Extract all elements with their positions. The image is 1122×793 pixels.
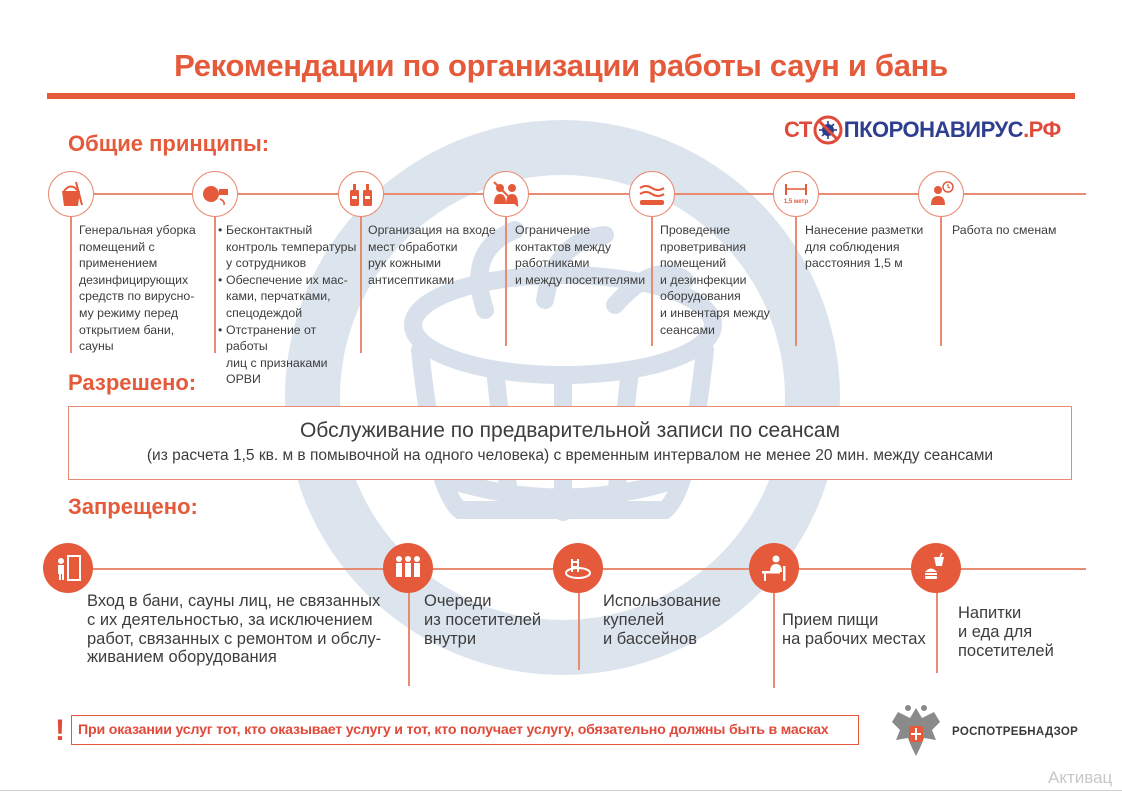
text-line: у сотрудников (226, 256, 307, 271)
text-line: • Бесконтактный (226, 223, 313, 237)
text-line: сауны (79, 339, 114, 354)
mask-warning-box (71, 715, 859, 745)
text-line: работ, связанных с ремонтом и обслу- (87, 629, 382, 648)
thermometer-temperature-icon (192, 171, 238, 217)
stopcoronavirus-logo (784, 114, 1061, 146)
bottom-border (0, 790, 1122, 791)
principle-7-text (952, 222, 1077, 239)
text-line: живанием оборудования (87, 648, 277, 667)
text-line: открытием бани, (79, 322, 175, 337)
distance-label: 1,5 метр (783, 199, 809, 205)
forbidden-3-text (603, 592, 753, 648)
text-line: внутри (424, 629, 477, 648)
text-line: му режиму перед (79, 305, 179, 320)
principle-5-text (660, 222, 793, 338)
text-line: Работа по сменам (952, 223, 1057, 237)
double-headed-eagle-emblem-icon (888, 700, 944, 764)
shift-work-icon (918, 171, 964, 217)
text-line: Ограничение (515, 223, 591, 237)
entry-door-person-icon (43, 543, 93, 593)
text-line: расстояния 1,5 м (805, 256, 903, 271)
pool-icon (553, 543, 603, 593)
mask-warning-text: При оказании услуг тот, кто оказывает услугу и тот, кто получает услугу, обязательно должны быть в масках (78, 722, 829, 738)
queue-people-icon (383, 543, 433, 593)
bullet-item (218, 322, 360, 388)
allowed-box (68, 406, 1072, 480)
divider (70, 193, 72, 353)
text-line: средств по вирусно- (79, 289, 195, 304)
divider (360, 193, 362, 353)
text-line: и между посетителями (515, 272, 646, 287)
title-underline (47, 93, 1075, 99)
windows-activation-watermark: Активац (1048, 768, 1113, 787)
text-line: контактов между (515, 239, 611, 254)
text-line: купелей (603, 610, 665, 629)
bullet-item (218, 272, 360, 322)
no-contact-people-icon (483, 171, 529, 217)
text-line: • Обеспечение их мас- (226, 272, 348, 287)
text-line: антисептиками (368, 272, 455, 287)
bullet-item (218, 222, 360, 272)
cleaning-bucket-icon (48, 171, 94, 217)
text-line: на рабочих местах (782, 629, 926, 648)
text-line: и дезинфекции (660, 272, 747, 287)
text-line: Очереди (424, 592, 492, 610)
text-line: Проведение (660, 223, 730, 237)
text-line: оборудования (660, 289, 741, 304)
forbidden-5-text (958, 604, 1078, 660)
forbidden-4-text (782, 611, 932, 649)
allowed-main-text: Обслуживание по предварительной записи по сеансам (299, 419, 841, 442)
principle-1-text (79, 222, 209, 355)
text-line: сеансами (660, 322, 715, 337)
forbidden-heading: Запрещено: (68, 494, 198, 519)
text-line: помещений с (79, 239, 155, 254)
text-line: Организация на входе (368, 223, 496, 237)
text-line: лиц с признаками ОРВИ (226, 355, 328, 387)
forbidden-1-text (87, 592, 397, 667)
logo-left: СТ (784, 117, 812, 142)
text-line: проветривания (660, 239, 747, 254)
text-line: и бассейнов (603, 629, 697, 648)
text-line: и инвентаря между (660, 305, 770, 320)
virus-crossed-icon (813, 115, 843, 145)
forbidden-2-text (424, 592, 574, 648)
text-line: посетителей (958, 641, 1054, 660)
principle-4-text (515, 222, 650, 288)
text-line: из посетителей (424, 610, 542, 629)
divider (214, 193, 216, 353)
text-line: и еда для (958, 622, 1033, 641)
text-line: Нанесение разметки (805, 223, 924, 237)
rospotrebnadzor-logo (888, 700, 1078, 764)
exclamation-icon: ! (55, 714, 65, 747)
logo-right: ПКОРОНАВИРУС (843, 117, 1024, 142)
text-line: Использование (603, 592, 721, 610)
agency-name: РОСПОТРЕБНАДЗОР (952, 726, 1079, 738)
text-line: Вход в бани, сауны лиц, не связанных (87, 592, 381, 610)
page-title: Рекомендации по организации работы саун и бань (174, 48, 948, 83)
principle-6-text (805, 222, 938, 272)
logo-suffix: .РФ (1023, 117, 1061, 142)
text-line: мест обработки (368, 239, 458, 254)
text-line: • Отстранение от работы (226, 322, 317, 354)
text-line: спецодеждой (226, 305, 303, 320)
text-line: помещений (660, 256, 727, 271)
eating-at-desk-icon (749, 543, 799, 593)
text-line: для соблюдения (805, 239, 900, 254)
ventilation-icon (629, 171, 675, 217)
allowed-sub-text: (из расчета 1,5 кв. м в помывочной на одного человека) с временным интервалом не менее 20 мин. между сеансами (146, 447, 994, 464)
text-line: работниками (515, 256, 590, 271)
distance-marking-icon (773, 171, 819, 217)
text-line: Напитки (958, 604, 1022, 622)
text-line: ками, перчатками, (226, 289, 331, 304)
general-heading: Общие принципы: (68, 131, 270, 156)
text-line: дезинфицирующих (79, 272, 189, 287)
text-line: контроль температуры (226, 239, 357, 254)
sanitizer-bottles-icon (338, 171, 384, 217)
text-line: с их деятельностью, за исключением (87, 610, 373, 629)
principle-3-text (368, 222, 503, 288)
allowed-heading: Разрешено: (68, 370, 197, 395)
drinks-food-icon (911, 543, 961, 593)
text-line: Прием пищи (782, 611, 879, 629)
principle-2-text (218, 222, 360, 388)
text-line: рук кожными (368, 256, 442, 271)
text-line: Генеральная уборка (79, 223, 196, 237)
text-line: применением (79, 256, 158, 271)
